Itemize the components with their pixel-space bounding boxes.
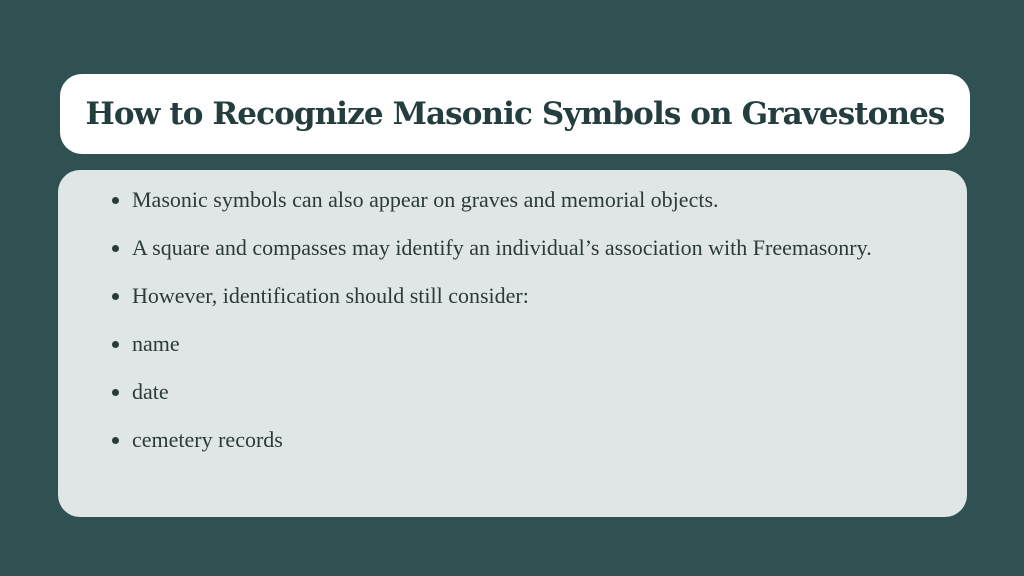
list-item [112,320,927,368]
bullet-dot-icon [112,197,119,204]
list-item [112,368,927,416]
bullet-text: However, identification should still consider: [132,283,529,308]
bullet-text: A square and compasses may identify an individual’s association with Freemasonry. [132,235,872,260]
bullet-dot-icon [112,437,119,444]
bullet-text: name [132,331,180,356]
bullet-dot-icon [112,389,119,396]
content-card [58,170,967,517]
title-card [60,74,970,154]
bullet-dot-icon [112,341,119,348]
slide-title: How to Recognize Masonic Symbols on Gravestones [85,96,945,132]
list-item [112,416,927,464]
list-item [112,176,927,224]
list-item [112,224,927,272]
list-item [112,272,927,320]
bullet-list [112,176,927,464]
bullet-text: cemetery records [132,427,283,452]
bullet-dot-icon [112,245,119,252]
bullet-text: date [132,379,169,404]
bullet-dot-icon [112,293,119,300]
bullet-text: Masonic symbols can also appear on graves and memorial objects. [132,187,719,212]
